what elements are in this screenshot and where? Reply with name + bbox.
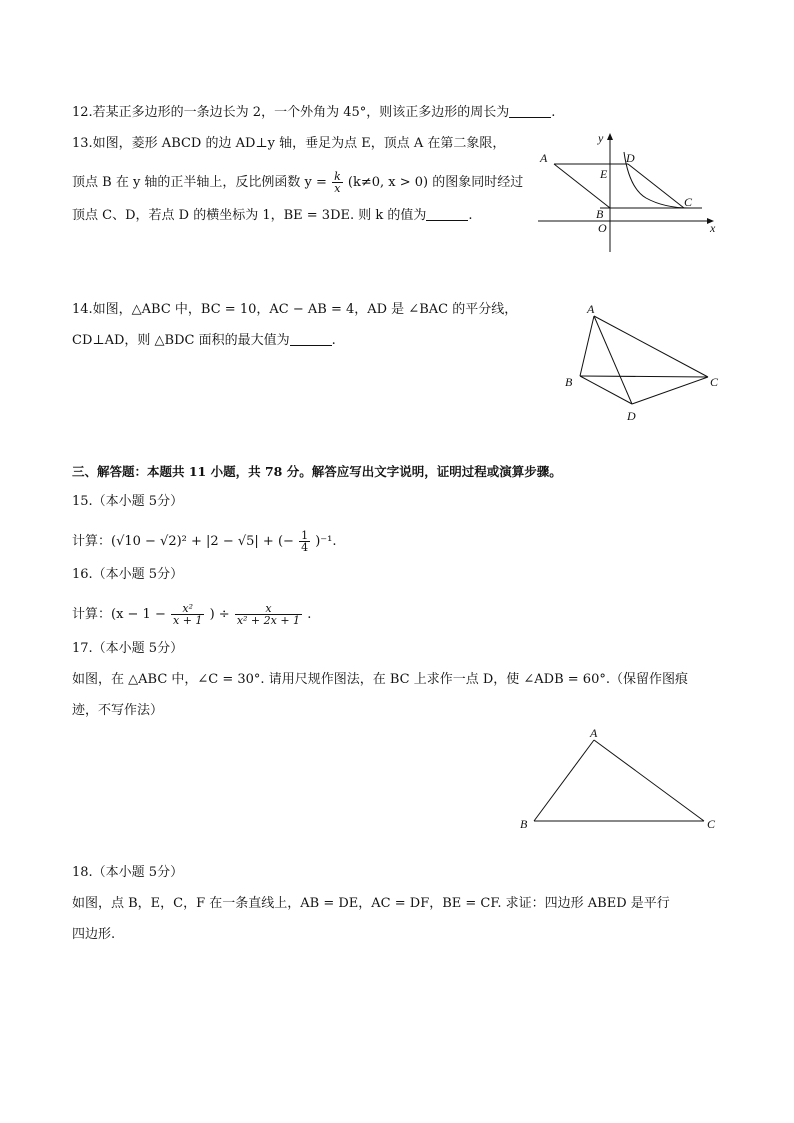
q14-line2: CD⊥AD，则 △BDC 面积的最大值为 . xyxy=(72,333,336,348)
q16-header: 16.（本小题 5分） xyxy=(72,567,184,582)
label-b: B xyxy=(596,207,604,221)
q17-line1: 如图，在 △ABC 中，∠C = 30°. 请用尺规作图法，在 BC 上求作一点 D，使 ∠ADB = 60°.（保留作图痕 xyxy=(72,672,688,687)
label-x: x xyxy=(710,221,716,235)
segment-ac xyxy=(594,316,708,377)
fraction: $\frac{1}{4}$ xyxy=(301,529,309,554)
label-a: A xyxy=(540,151,548,165)
label-b: B xyxy=(565,375,573,389)
segment-ab xyxy=(534,740,594,821)
q17-header: 17.（本小题 5分） xyxy=(72,641,184,656)
y-axis-arrow xyxy=(607,133,613,140)
q15-header: 15.（本小题 5分） xyxy=(72,494,184,509)
answer-blank xyxy=(426,208,468,221)
q13-line3: 顶点 C、D，若点 D 的横坐标为 1，BE = 3DE. 则 k 的值为 . xyxy=(72,208,473,223)
q18-line2: 四边形. xyxy=(72,927,116,942)
q12-text: 12.若某正多边形的一条边长为 2，一个外角为 45°，则该正多边形的周长为 . xyxy=(72,105,556,120)
label-c: C xyxy=(710,375,719,389)
segment-dc xyxy=(628,164,684,208)
label-y: y xyxy=(598,131,604,145)
label-c: C xyxy=(684,195,693,209)
q16-expression: 计算：(x − 1 − $\frac{\text{x²}}{x + 1}$ ) ÷ $\frac{x}{\text{x² + 2x + 1}}$ . xyxy=(72,602,312,627)
segment-ab xyxy=(580,316,594,376)
q17-figure xyxy=(514,724,724,836)
segment-ac xyxy=(594,740,704,821)
fraction: $\frac{k}{x}$ xyxy=(334,170,341,195)
label-d: D xyxy=(626,151,635,165)
label-o: O xyxy=(598,221,607,235)
q14-figure xyxy=(560,300,730,430)
answer-blank xyxy=(290,333,332,346)
segment-bd xyxy=(580,376,632,404)
q18-line1: 如图，点 B，E，C，F 在一条直线上，AB = DE，AC = DF，BE = CF. 求证：四边形 ABED 是平行 xyxy=(72,896,670,911)
segment-bc xyxy=(580,376,708,377)
label-e: E xyxy=(600,167,608,181)
label-d: D xyxy=(627,409,636,423)
section-3-title: 三、解答题：本题共 11 小题，共 78 分。解答应写出文字说明，证明过程或演算步骤。 xyxy=(72,464,562,479)
q13-figure xyxy=(534,126,724,256)
q13-line2: 顶点 B 在 y 轴的正半轴上，反比例函数 y = $\frac{k}{x}$ (k≠0, x > 0) 的图象同时经过 xyxy=(72,170,524,195)
label-a: A xyxy=(590,726,598,740)
q15-expression: 计算：(√10 − √2)² + |2 − √5| + (− $\frac{1}{4}$ )⁻¹. xyxy=(72,529,337,554)
q17-line2: 迹，不写作法） xyxy=(72,703,164,718)
segment-cd xyxy=(632,377,708,404)
label-b: B xyxy=(520,817,528,831)
answer-blank xyxy=(509,105,551,118)
q18-header: 18.（本小题 5分） xyxy=(72,865,184,880)
q13-line1: 13.如图，菱形 ABCD 的边 AD⊥y 轴，垂足为点 E，顶点 A 在第二象限， xyxy=(72,136,506,151)
fraction: $\frac{\text{x²}}{x + 1}$ xyxy=(173,602,203,627)
label-c: C xyxy=(707,817,716,831)
segment-ad xyxy=(594,316,632,404)
label-a: A xyxy=(587,302,595,316)
q14-line1: 14.如图，△ABC 中，BC = 10，AC − AB = 4，AD 是 ∠BAC 的平分线， xyxy=(72,302,518,317)
fraction: $\frac{x}{\text{x² + 2x + 1}}$ xyxy=(236,602,301,627)
